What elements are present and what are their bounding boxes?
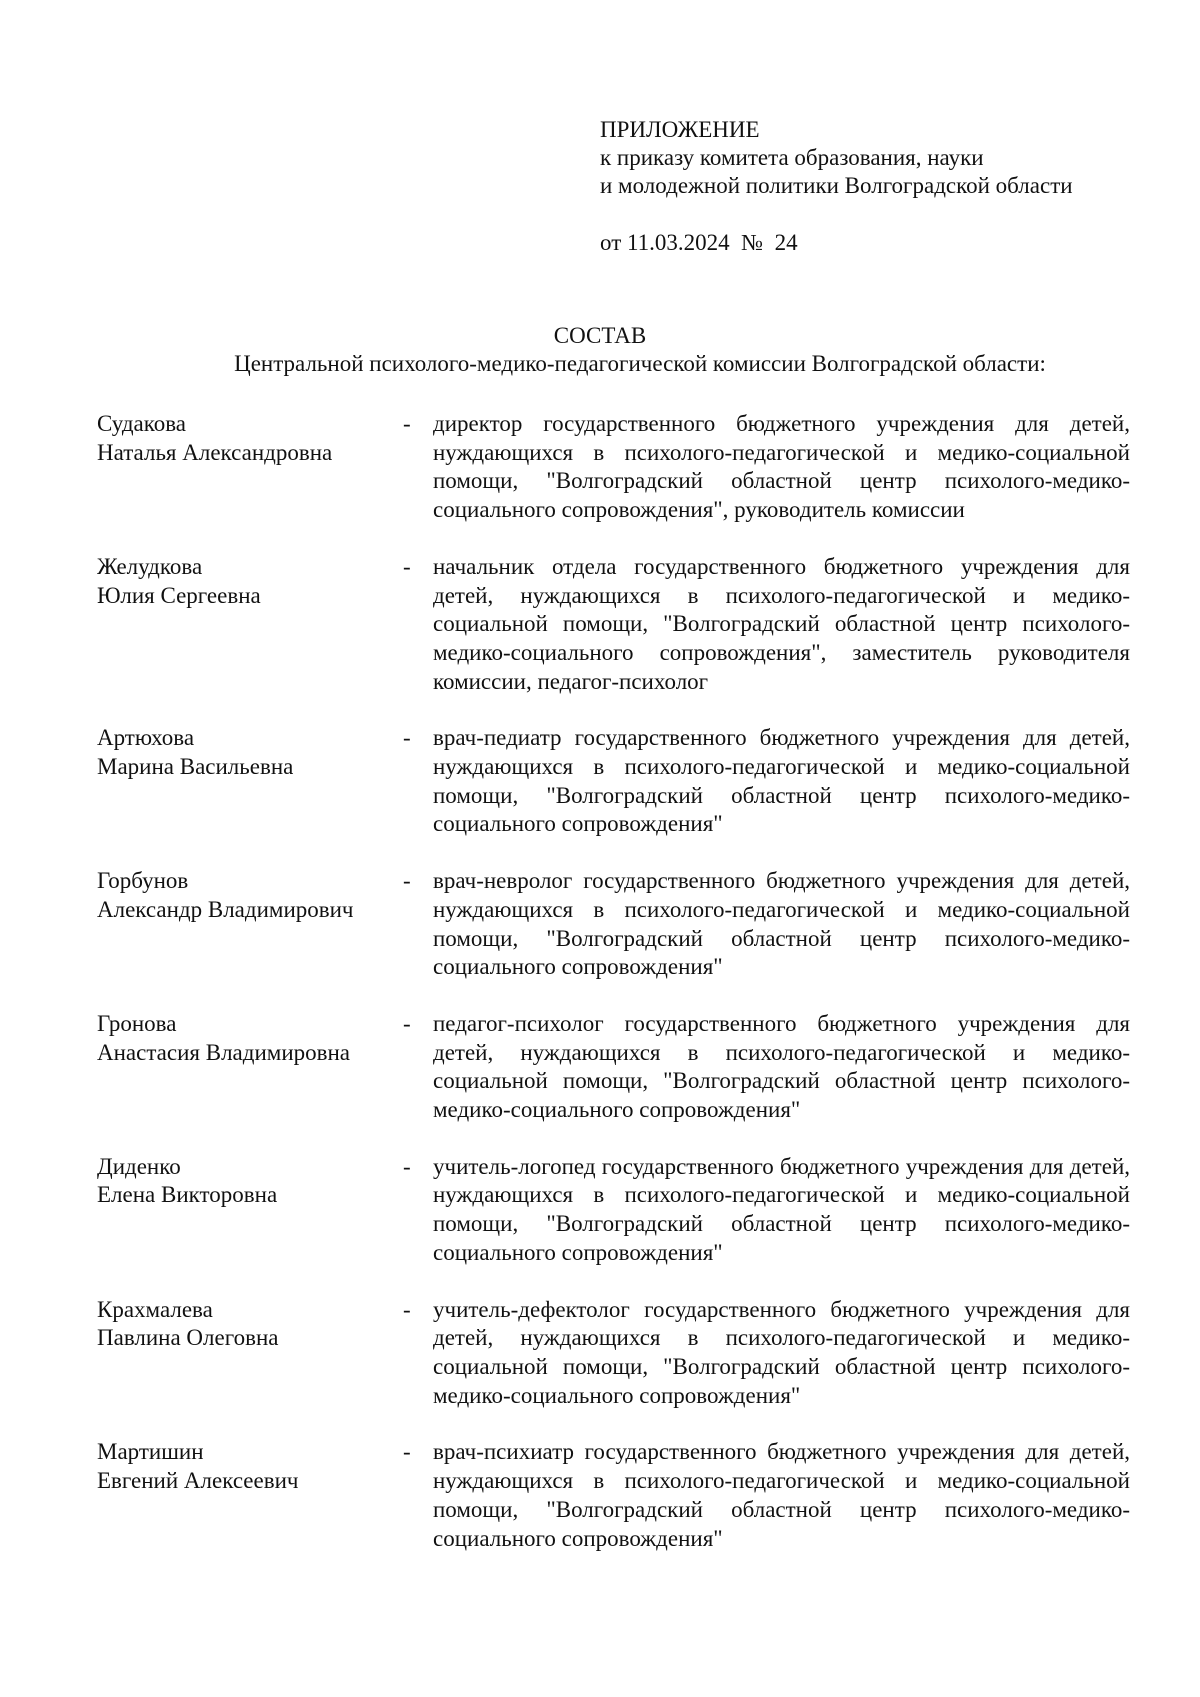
- members-list: [97, 410, 1137, 1581]
- document-subtitle: Центральной психолого-медико-педагогической комиссии Волгоградской области:: [234, 351, 1046, 376]
- member-entry: [97, 410, 1137, 525]
- member-given-names: Наталья Александровна: [97, 439, 333, 465]
- member-dash: -: [403, 411, 411, 436]
- member-given-names: Марина Васильевна: [97, 754, 294, 780]
- member-given-names: Анастасия Владимировна: [97, 1039, 350, 1065]
- document-title: СОСТАВ: [553, 323, 647, 348]
- member-entry: [97, 1153, 1137, 1268]
- member-entry: [97, 1438, 1137, 1553]
- member-name: [97, 553, 403, 697]
- member-given-names: Елена Викторовна: [97, 1182, 278, 1208]
- member-surname: Артюхова: [97, 725, 195, 751]
- member-description: врач-педиатр государственного бюджетного учреждения для детей, нуждающихся в психолого-педагогической и медико-социальной помощи, "Волгоградский областной центр психолого-медико-социального сопровождения": [433, 725, 1130, 837]
- member-surname: Мартишин: [97, 1439, 204, 1465]
- member-name: [97, 1153, 403, 1268]
- member-entry: [97, 1296, 1137, 1411]
- member-name: [97, 1010, 403, 1125]
- member-dash: -: [403, 868, 411, 894]
- member-description: врач-невролог государственного бюджетного учреждения для детей, нуждающихся в психолого-педагогической и медико-социальной помощи, "Волгоградский областной центр психолого-медико-социального сопровождения": [433, 868, 1130, 980]
- member-description: учитель-логопед государственного бюджетного учреждения для детей, нуждающихся в психолого-педагогической и медико-социальной помощи, "Волгоградский областной центр психолого-медико-социального сопровождения": [433, 1153, 1130, 1265]
- member-surname: Гронова: [97, 1010, 177, 1036]
- member-name: [97, 867, 403, 982]
- member-given-names: Евгений Алексеевич: [97, 1468, 299, 1494]
- member-given-names: Александр Владимирович: [97, 896, 354, 922]
- member-surname: Диденко: [97, 1153, 181, 1179]
- member-entry: [97, 553, 1137, 697]
- member-dash: -: [403, 1010, 411, 1036]
- member-name: [97, 410, 403, 525]
- member-surname: Крахмалева: [97, 1296, 213, 1322]
- member-dash: -: [403, 1439, 411, 1465]
- order-date-number: от 11.03.2024 № 24: [600, 230, 798, 255]
- member-description: врач-психиатр государственного бюджетного учреждения для детей, нуждающихся в психолого-педагогической и медико-социальной помощи, "Волгоградский областной центр психолого-медико-социального сопровождения": [433, 1439, 1130, 1551]
- member-surname: Желудкова: [97, 553, 203, 579]
- member-given-names: Юлия Сергеевна: [97, 582, 261, 608]
- member-dash: -: [403, 1296, 411, 1322]
- member-dash: -: [403, 553, 411, 579]
- member-description: учитель-дефектолог государственного бюджетного учреждения для детей, нуждающихся в психолого-педагогической и медико-социальной помощи, "Волгоградский областной центр психолого-медико-социального сопровождения": [433, 1296, 1130, 1408]
- member-surname: Судакова: [97, 411, 187, 436]
- member-description: директор государственного бюджетного учреждения для детей, нуждающихся в психолого-педагогической и медико-социальной помощи, "Волгоградский областной центр психолого-медико-социального сопровождения", руководитель комиссии: [433, 411, 1130, 523]
- member-surname: Горбунов: [97, 868, 189, 894]
- member-name: [97, 1296, 403, 1411]
- member-entry: [97, 724, 1137, 839]
- appendix-line-2: и молодежной политики Волгоградской области: [600, 173, 1073, 198]
- member-description: начальник отдела государственного бюджетного учреждения для детей, нуждающихся в психолого-педагогической и медико-социальной помощи, "Волгоградский областной центр психолого-медико-социального сопровождения", заместитель руководителя комиссии, педагог-психолог: [433, 553, 1130, 694]
- member-description: педагог-психолог государственного бюджетного учреждения для детей, нуждающихся в психолого-педагогической и медико-социальной помощи, "Волгоградский областной центр психолого-медико-социального сопровождения": [433, 1010, 1130, 1123]
- member-dash: -: [403, 1153, 411, 1179]
- member-entry: [97, 867, 1137, 982]
- appendix-line-1: к приказу комитета образования, науки: [600, 145, 984, 170]
- member-name: [97, 1438, 403, 1553]
- member-given-names: Павлина Олеговна: [97, 1325, 279, 1351]
- member-dash: -: [403, 725, 411, 751]
- appendix-block: [600, 116, 1073, 257]
- appendix-heading: ПРИЛОЖЕНИЕ: [600, 117, 760, 142]
- member-name: [97, 724, 403, 839]
- member-entry: [97, 1010, 1137, 1125]
